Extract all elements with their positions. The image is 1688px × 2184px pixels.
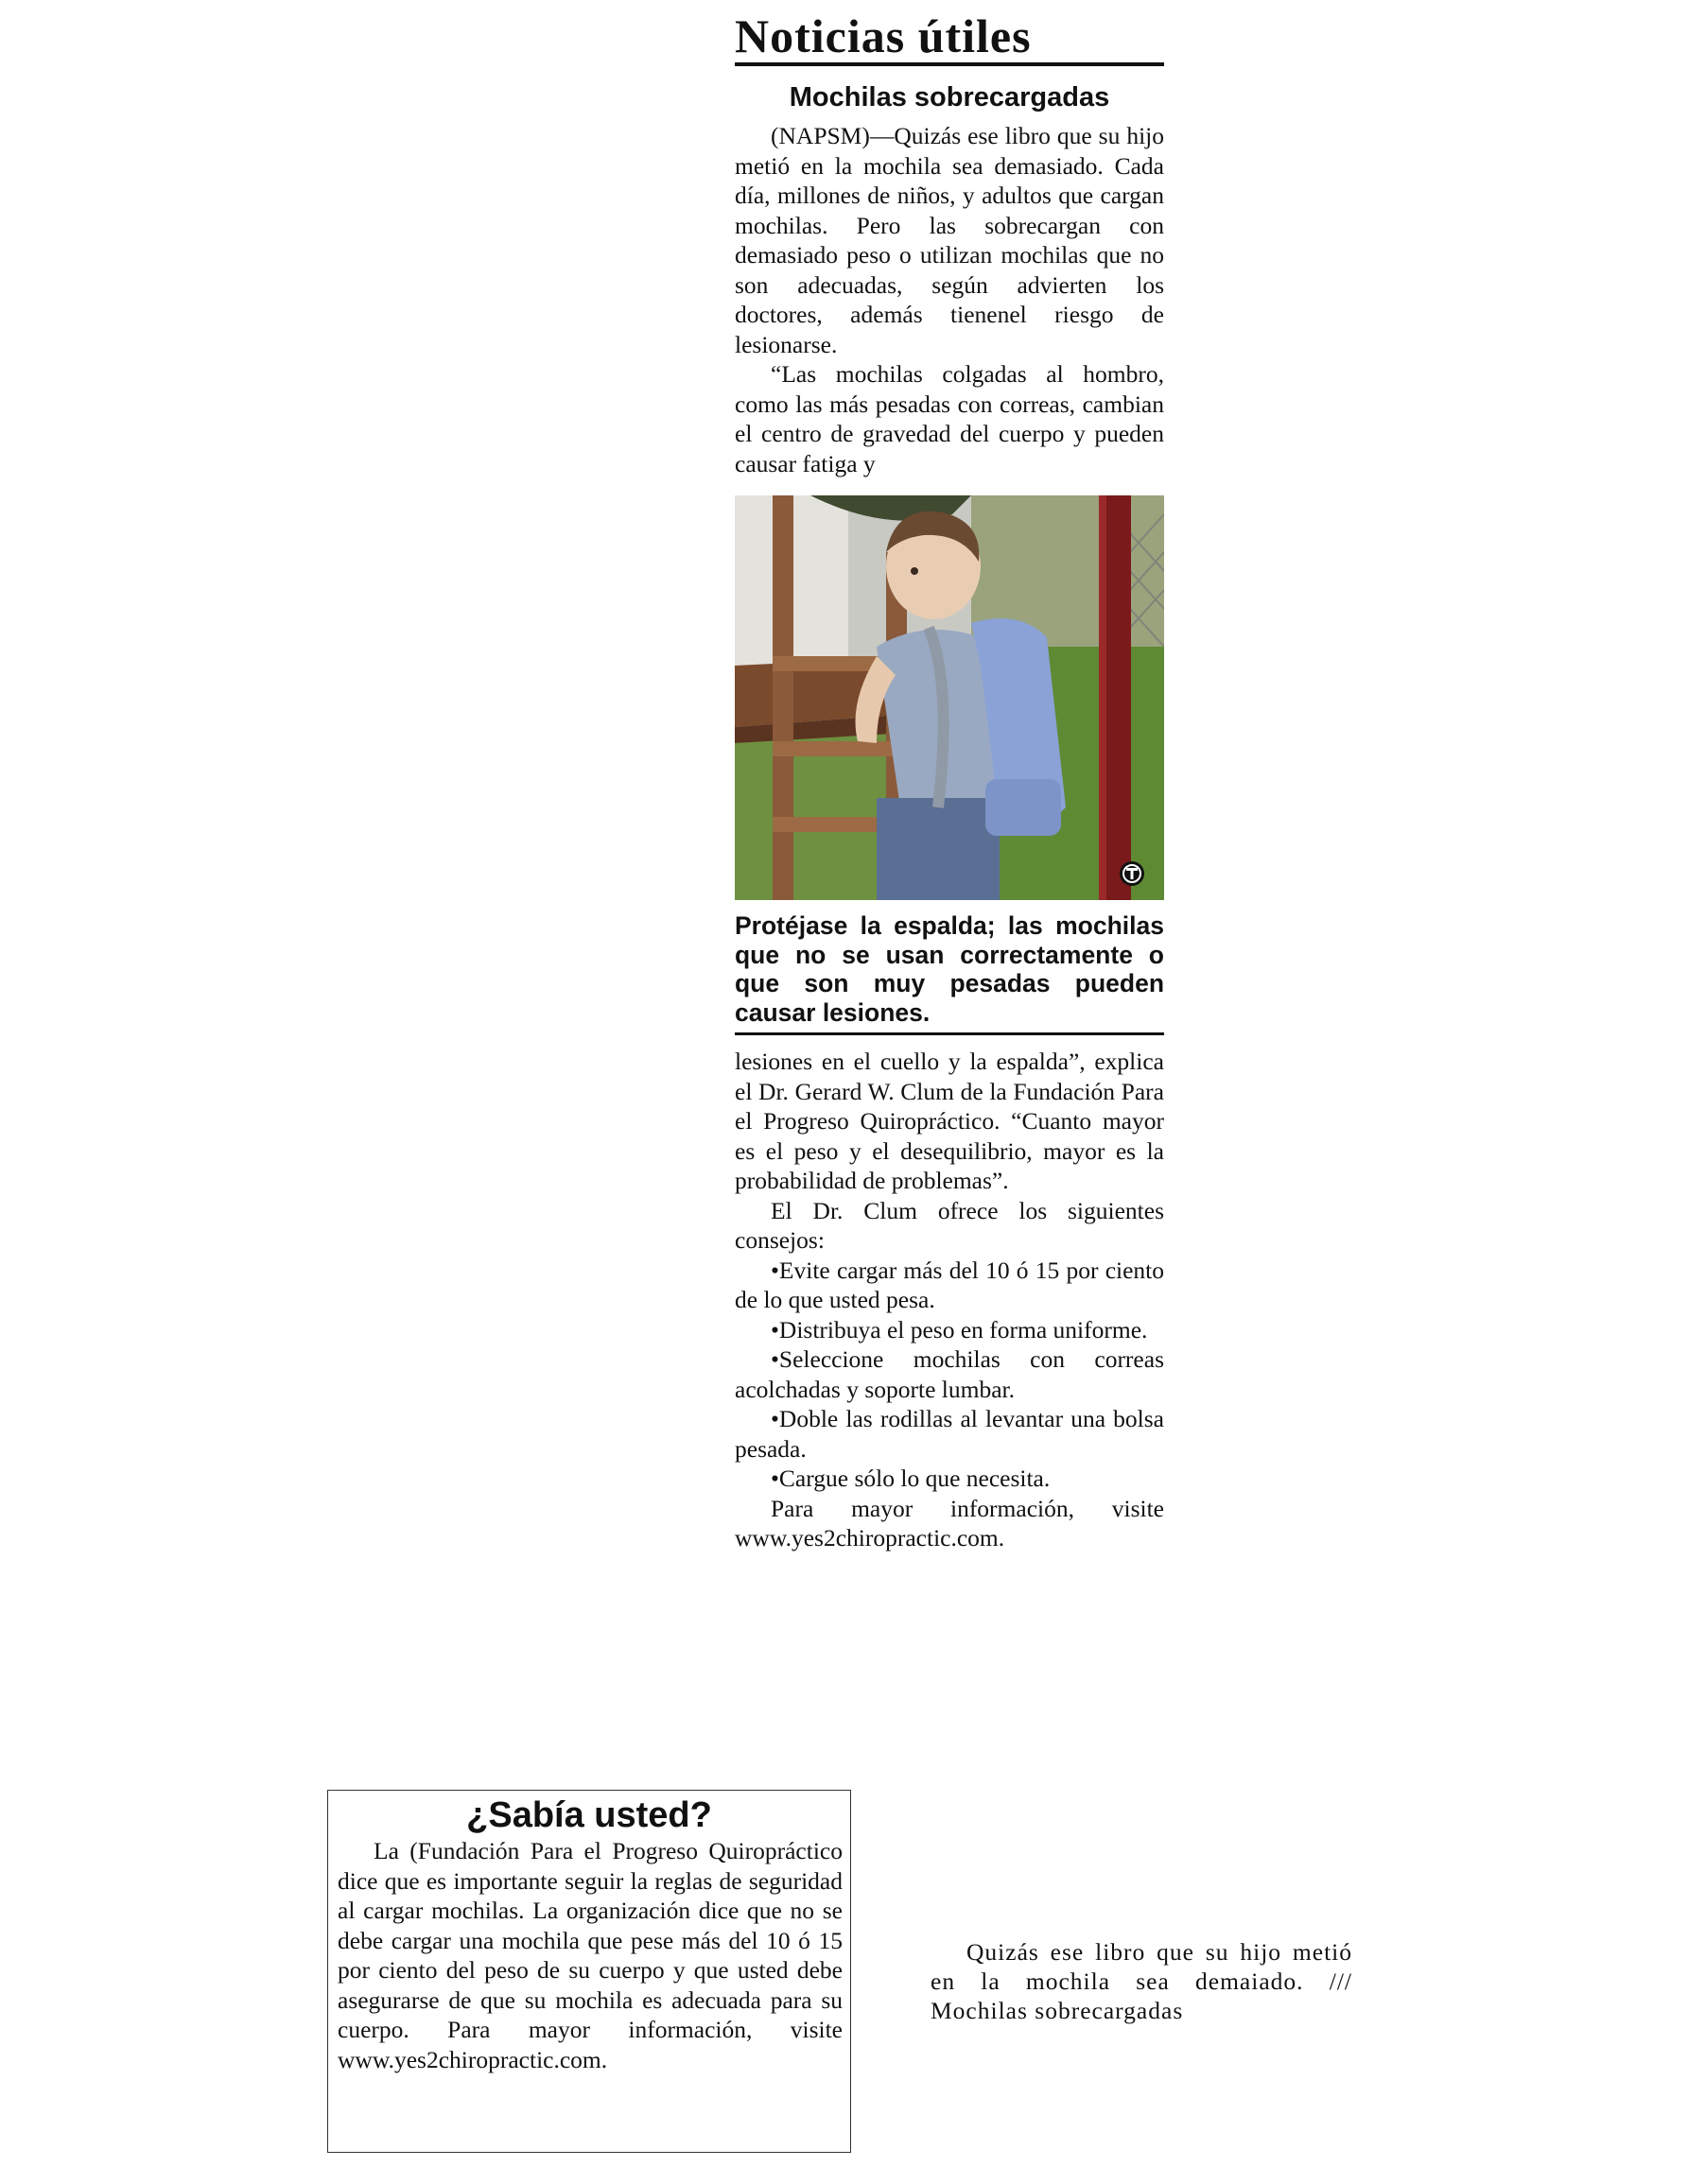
article-headline: Mochilas sobrecargadas: [789, 82, 1110, 113]
paragraph: lesiones en el cuello y la espalda”, explica el Dr. Gerard W. Clum de la Fundación Para el Progreso Quiropráctico. “Cuanto mayor es el peso y el desequilibrio, mayor es la probabilidad de problemas”.: [735, 1048, 1164, 1194]
article-body-bottom: [735, 1047, 1164, 1553]
photo-caption: Protéjase la espalda; las mochilas que no se usan correctamente o que son muy pesadas pueden causar lesiones.: [735, 911, 1164, 1035]
sidebar-title: ¿Sabía usted?: [466, 1795, 712, 1835]
article-column: [735, 11, 1164, 1553]
paragraph: “Las mochilas colgadas al hombro, como las más pesadas con correas, cambian el centro de gravedad del cuerpo y pueden causar fatiga y: [735, 360, 1164, 477]
teaser-text: Quizás ese libro que su hijo metió en la mochila sea demaiado. /// Mochilas sobrecargadas: [931, 1938, 1352, 2024]
tip-item: •Cargue sólo lo que necesita.: [771, 1465, 1051, 1492]
tip-item: •Seleccione mochilas con correas acolchadas y soporte lumbar.: [735, 1345, 1164, 1403]
sidebar-body: La (Fundación Para el Progreso Quiropráctico dice que es importante seguir la reglas de seguridad al cargar mochilas. La organización dice que no se debe cargar una mochila que pese más del 10 ó 15 por ciento del peso de su cuerpo y que usted debe asegurarse de que su mochila es adecuada para su cuerpo. Para mayor información, visite www.yes2chiropractic.com.: [338, 1837, 843, 2073]
paragraph: (NAPSM)—Quizás ese libro que su hijo metió en la mochila sea demasiado. Cada día, millones de niños, y adultos que cargan mochilas. Pero las sobrecargan con demasiado peso o utilizan mochilas que no son adecuadas, según advierten los doctores, además tienenel riesgo de lesionarse.: [735, 122, 1164, 358]
tip-item: •Distribuya el peso en forma uniforme.: [771, 1315, 1148, 1343]
article-body-top: [735, 121, 1164, 478]
did-you-know-box: [327, 1790, 851, 2153]
paragraph: El Dr. Clum ofrece los siguientes consejos:: [735, 1196, 1164, 1254]
tip-item: •Evite cargar más del 10 ó 15 por ciento de lo que usted pesa.: [735, 1256, 1164, 1313]
tip-item: •Doble las rodillas al levantar una bolsa pesada.: [735, 1405, 1164, 1463]
closing-paragraph: Para mayor información, visite www.yes2chiropractic.com.: [735, 1494, 1164, 1551]
section-title: Noticias útiles: [735, 11, 1164, 66]
child-with-backpack-photo: [735, 495, 1164, 900]
